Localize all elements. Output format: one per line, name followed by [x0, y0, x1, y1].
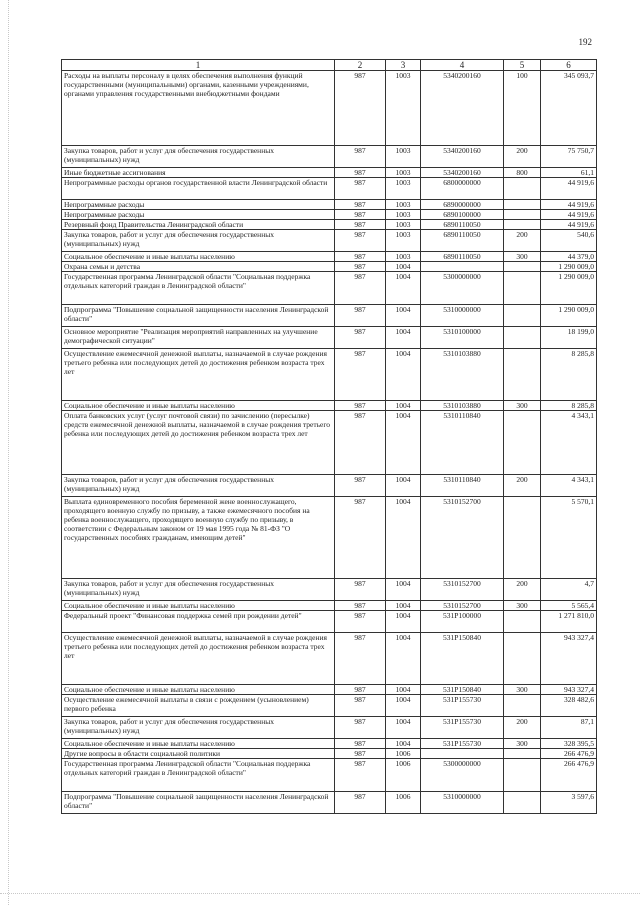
cell-expense-type — [504, 349, 541, 401]
table-row — [62, 611, 597, 633]
table-row — [62, 272, 597, 305]
cell-admin-code: 987 — [335, 146, 386, 168]
cell-expense-type — [504, 695, 541, 717]
page-number: 192 — [578, 37, 592, 47]
table-row — [62, 401, 597, 411]
cell-sum: 44 919,6 — [541, 178, 597, 200]
cell-expense-type: 300 — [504, 739, 541, 749]
cell-expense-type: 300 — [504, 685, 541, 695]
cell-admin-code: 987 — [335, 305, 386, 327]
table-row — [62, 200, 597, 210]
cell-target-code: 5310100000 — [421, 327, 504, 349]
cell-admin-code: 987 — [335, 210, 386, 220]
cell-expense-type — [504, 497, 541, 579]
cell-target-code: 5310152700 — [421, 497, 504, 579]
cell-sum: 328 482,6 — [541, 695, 597, 717]
cell-name: Подпрограмма "Повышение социальной защищенности населения Ленинградской области" — [62, 792, 335, 814]
cell-name: Социальное обеспечение и иные выплаты населению — [62, 401, 335, 411]
cell-section-code: 1003 — [386, 200, 421, 210]
cell-admin-code: 987 — [335, 611, 386, 633]
cell-name: Основное мероприятие "Реализация мероприятий направленных на улучшение демографической ситуации" — [62, 327, 335, 349]
cell-admin-code: 987 — [335, 262, 386, 272]
cell-sum: 44 379,0 — [541, 252, 597, 262]
cell-sum: 8 285,8 — [541, 401, 597, 411]
cell-sum: 44 919,6 — [541, 200, 597, 210]
cell-target-code: 531P155730 — [421, 717, 504, 739]
cell-name: Закупка товаров, работ и услуг для обеспечения государственных (муниципальных) нужд — [62, 146, 335, 168]
cell-name: Непрограммные расходы органов государственной власти Ленинградской области — [62, 178, 335, 200]
cell-admin-code: 987 — [335, 178, 386, 200]
cell-admin-code: 987 — [335, 497, 386, 579]
cell-name: Закупка товаров, работ и услуг для обеспечения государственных (муниципальных) нужд — [62, 579, 335, 601]
cell-target-code: 5310000000 — [421, 305, 504, 327]
cell-sum: 4 343,1 — [541, 475, 597, 497]
cell-admin-code: 987 — [335, 272, 386, 305]
cell-sum: 44 919,6 — [541, 210, 597, 220]
cell-sum: 266 476,9 — [541, 759, 597, 792]
cell-expense-type: 200 — [504, 230, 541, 252]
cell-section-code: 1004 — [386, 601, 421, 611]
cell-expense-type: 300 — [504, 601, 541, 611]
cell-target-code: 5340200160 — [421, 71, 504, 146]
cell-section-code: 1003 — [386, 252, 421, 262]
cell-sum: 4 343,1 — [541, 411, 597, 475]
cell-sum: 540,6 — [541, 230, 597, 252]
cell-admin-code: 987 — [335, 327, 386, 349]
cell-target-code: 6890110050 — [421, 220, 504, 230]
cell-sum: 1 290 009,0 — [541, 272, 597, 305]
table-row — [62, 71, 597, 146]
scan-border-left — [8, 0, 9, 905]
cell-sum: 8 285,8 — [541, 349, 597, 401]
cell-name: Закупка товаров, работ и услуг для обеспечения государственных (муниципальных) нужд — [62, 717, 335, 739]
header-col-target: 4 — [421, 60, 504, 71]
cell-target-code: 531P150840 — [421, 633, 504, 685]
cell-expense-type — [504, 792, 541, 814]
cell-name: Непрограммные расходы — [62, 210, 335, 220]
cell-name: Закупка товаров, работ и услуг для обеспечения государственных (муниципальных) нужд — [62, 230, 335, 252]
cell-expense-type — [504, 178, 541, 200]
cell-target-code: 531P155730 — [421, 739, 504, 749]
cell-expense-type: 200 — [504, 579, 541, 601]
table-row — [62, 252, 597, 262]
cell-section-code: 1004 — [386, 401, 421, 411]
table-row — [62, 327, 597, 349]
cell-target-code — [421, 262, 504, 272]
cell-admin-code: 987 — [335, 220, 386, 230]
cell-section-code: 1004 — [386, 695, 421, 717]
cell-target-code: 531P155730 — [421, 695, 504, 717]
table-row — [62, 633, 597, 685]
cell-expense-type — [504, 210, 541, 220]
cell-sum: 87,1 — [541, 717, 597, 739]
table-row — [62, 792, 597, 814]
cell-section-code: 1006 — [386, 749, 421, 759]
cell-target-code: 531P100000 — [421, 611, 504, 633]
cell-section-code: 1004 — [386, 611, 421, 633]
cell-expense-type — [504, 749, 541, 759]
cell-expense-type: 200 — [504, 717, 541, 739]
cell-target-code: 5310000000 — [421, 792, 504, 814]
cell-name: Социальное обеспечение и иные выплаты населению — [62, 252, 335, 262]
cell-target-code: 6800000000 — [421, 178, 504, 200]
cell-section-code: 1004 — [386, 262, 421, 272]
scan-border-bottom — [0, 893, 640, 894]
cell-sum: 5 565,4 — [541, 601, 597, 611]
cell-target-code: 6890000000 — [421, 200, 504, 210]
cell-admin-code: 987 — [335, 230, 386, 252]
cell-admin-code: 987 — [335, 759, 386, 792]
cell-section-code: 1004 — [386, 497, 421, 579]
cell-expense-type — [504, 272, 541, 305]
table-row — [62, 349, 597, 401]
cell-sum: 943 327,4 — [541, 685, 597, 695]
cell-expense-type — [504, 411, 541, 475]
cell-sum: 44 919,6 — [541, 220, 597, 230]
cell-name: Резервный фонд Правительства Ленинградской области — [62, 220, 335, 230]
cell-admin-code: 987 — [335, 695, 386, 717]
cell-name: Иные бюджетные ассигнования — [62, 168, 335, 178]
cell-name: Другие вопросы в области социальной политики — [62, 749, 335, 759]
cell-expense-type — [504, 305, 541, 327]
cell-admin-code: 987 — [335, 739, 386, 749]
table-row — [62, 497, 597, 579]
cell-sum: 1 290 009,0 — [541, 305, 597, 327]
cell-expense-type — [504, 200, 541, 210]
cell-target-code: 6890110050 — [421, 230, 504, 252]
header-col-type: 5 — [504, 60, 541, 71]
table-row — [62, 305, 597, 327]
cell-sum: 4,7 — [541, 579, 597, 601]
cell-target-code: 5310152700 — [421, 579, 504, 601]
cell-section-code: 1004 — [386, 717, 421, 739]
cell-sum: 266 476,9 — [541, 749, 597, 759]
table-row — [62, 759, 597, 792]
cell-sum: 345 093,7 — [541, 71, 597, 146]
table-row — [62, 262, 597, 272]
cell-section-code: 1004 — [386, 272, 421, 305]
cell-name: Оплата банковских услуг (услуг почтовой связи) по зачислению (пересылке) средств ежемесячной денежной выплаты, назначаемой в случае рождения третьего ребенка или последующих детей до достижения ребенком возраста трех лет — [62, 411, 335, 475]
header-col-sum: 6 — [541, 60, 597, 71]
cell-target-code: 5310110840 — [421, 475, 504, 497]
cell-name: Осуществление ежемесячной выплаты в связи с рождением (усыновлением) первого ребенка — [62, 695, 335, 717]
cell-admin-code: 987 — [335, 411, 386, 475]
cell-expense-type — [504, 262, 541, 272]
cell-name: Подпрограмма "Повышение социальной защищенности населения Ленинградской области" — [62, 305, 335, 327]
table-row — [62, 210, 597, 220]
cell-expense-type — [504, 611, 541, 633]
cell-sum: 943 327,4 — [541, 633, 597, 685]
cell-sum: 18 199,0 — [541, 327, 597, 349]
cell-admin-code: 987 — [335, 717, 386, 739]
cell-name: Расходы на выплаты персоналу в целях обеспечения выполнения функций государственными (муниципальными) органами, казенными учреждениями, органами управления государственными внебюджетными фондами — [62, 71, 335, 146]
table-row — [62, 739, 597, 749]
cell-target-code: 5340200160 — [421, 146, 504, 168]
table-row — [62, 411, 597, 475]
table-row — [62, 230, 597, 252]
cell-name: Государственная программа Ленинградской области "Социальная поддержка отдельных категорий граждан в Ленинградской области" — [62, 759, 335, 792]
header-col-section: 3 — [386, 60, 421, 71]
table-row — [62, 685, 597, 695]
cell-admin-code: 987 — [335, 475, 386, 497]
header-col-name: 1 — [62, 60, 335, 71]
cell-admin-code: 987 — [335, 401, 386, 411]
cell-section-code: 1004 — [386, 633, 421, 685]
cell-section-code: 1004 — [386, 739, 421, 749]
cell-target-code: 5340200160 — [421, 168, 504, 178]
cell-name: Социальное обеспечение и иные выплаты населению — [62, 685, 335, 695]
header-col-admin: 2 — [335, 60, 386, 71]
cell-section-code: 1003 — [386, 168, 421, 178]
table-header-row — [62, 60, 597, 71]
cell-sum: 75 750,7 — [541, 146, 597, 168]
cell-target-code: 5300000000 — [421, 272, 504, 305]
cell-name: Закупка товаров, работ и услуг для обеспечения государственных (муниципальных) нужд — [62, 475, 335, 497]
cell-expense-type — [504, 633, 541, 685]
cell-target-code — [421, 749, 504, 759]
cell-name: Государственная программа Ленинградской области "Социальная поддержка отдельных категорий граждан в Ленинградской области" — [62, 272, 335, 305]
cell-sum: 5 570,1 — [541, 497, 597, 579]
table-row — [62, 601, 597, 611]
cell-sum: 3 597,6 — [541, 792, 597, 814]
cell-target-code: 5310103880 — [421, 401, 504, 411]
cell-expense-type: 800 — [504, 168, 541, 178]
cell-expense-type: 200 — [504, 146, 541, 168]
cell-section-code: 1003 — [386, 220, 421, 230]
cell-admin-code: 987 — [335, 792, 386, 814]
cell-admin-code: 987 — [335, 252, 386, 262]
cell-section-code: 1006 — [386, 759, 421, 792]
cell-section-code: 1004 — [386, 305, 421, 327]
cell-expense-type — [504, 759, 541, 792]
cell-target-code: 5310103880 — [421, 349, 504, 401]
cell-target-code: 6890100000 — [421, 210, 504, 220]
table-row — [62, 168, 597, 178]
table-row — [62, 146, 597, 168]
cell-section-code: 1003 — [386, 71, 421, 146]
cell-admin-code: 987 — [335, 71, 386, 146]
table-body — [62, 71, 597, 814]
cell-expense-type: 100 — [504, 71, 541, 146]
cell-section-code: 1004 — [386, 327, 421, 349]
cell-name: Непрограммные расходы — [62, 200, 335, 210]
cell-expense-type: 300 — [504, 401, 541, 411]
cell-section-code: 1003 — [386, 146, 421, 168]
cell-section-code: 1003 — [386, 230, 421, 252]
cell-admin-code: 987 — [335, 685, 386, 695]
cell-expense-type: 200 — [504, 475, 541, 497]
table-row — [62, 579, 597, 601]
table-row — [62, 717, 597, 739]
cell-expense-type: 300 — [504, 252, 541, 262]
cell-target-code: 531P150840 — [421, 685, 504, 695]
cell-section-code: 1004 — [386, 349, 421, 401]
cell-name: Федеральный проект "Финансовая поддержка семей при рождении детей" — [62, 611, 335, 633]
cell-admin-code: 987 — [335, 168, 386, 178]
cell-name: Охрана семьи и детства — [62, 262, 335, 272]
budget-table — [61, 59, 597, 814]
table-row — [62, 475, 597, 497]
cell-name: Выплата единовременного пособия беременной жене военнослужащего, проходящего военную службу по призыву, а также ежемесячного пособия на ребенка военнослужащего, проходящего военную службу по призыву, в соответствии с Федеральным законом от 19 мая 1995 года № 81-ФЗ "О государственных пособиях гражданам, имеющим детей" — [62, 497, 335, 579]
cell-section-code: 1006 — [386, 792, 421, 814]
cell-expense-type — [504, 327, 541, 349]
table-row — [62, 695, 597, 717]
cell-name: Социальное обеспечение и иные выплаты населению — [62, 601, 335, 611]
cell-admin-code: 987 — [335, 349, 386, 401]
cell-sum: 328 395,5 — [541, 739, 597, 749]
cell-sum: 61,1 — [541, 168, 597, 178]
cell-sum: 1 290 009,0 — [541, 262, 597, 272]
table-row — [62, 749, 597, 759]
cell-name: Осуществление ежемесячной денежной выплаты, назначаемой в случае рождения третьего ребенка или последующих детей до достижения ребенком возраста трех лет — [62, 633, 335, 685]
cell-target-code: 6890110050 — [421, 252, 504, 262]
cell-section-code: 1003 — [386, 178, 421, 200]
table-row — [62, 220, 597, 230]
cell-name: Социальное обеспечение и иные выплаты населению — [62, 739, 335, 749]
cell-section-code: 1004 — [386, 579, 421, 601]
cell-target-code: 5300000000 — [421, 759, 504, 792]
table-row — [62, 178, 597, 200]
cell-section-code: 1004 — [386, 411, 421, 475]
cell-section-code: 1003 — [386, 210, 421, 220]
cell-target-code: 5310110840 — [421, 411, 504, 475]
cell-section-code: 1004 — [386, 475, 421, 497]
cell-admin-code: 987 — [335, 579, 386, 601]
cell-admin-code: 987 — [335, 749, 386, 759]
cell-admin-code: 987 — [335, 601, 386, 611]
cell-admin-code: 987 — [335, 633, 386, 685]
cell-sum: 1 271 810,0 — [541, 611, 597, 633]
cell-expense-type — [504, 220, 541, 230]
cell-name: Осуществление ежемесячной денежной выплаты, назначаемой в случае рождения третьего ребенка или последующих детей до достижения ребенком возраста трех лет — [62, 349, 335, 401]
cell-admin-code: 987 — [335, 200, 386, 210]
cell-target-code: 5310152700 — [421, 601, 504, 611]
cell-section-code: 1004 — [386, 685, 421, 695]
